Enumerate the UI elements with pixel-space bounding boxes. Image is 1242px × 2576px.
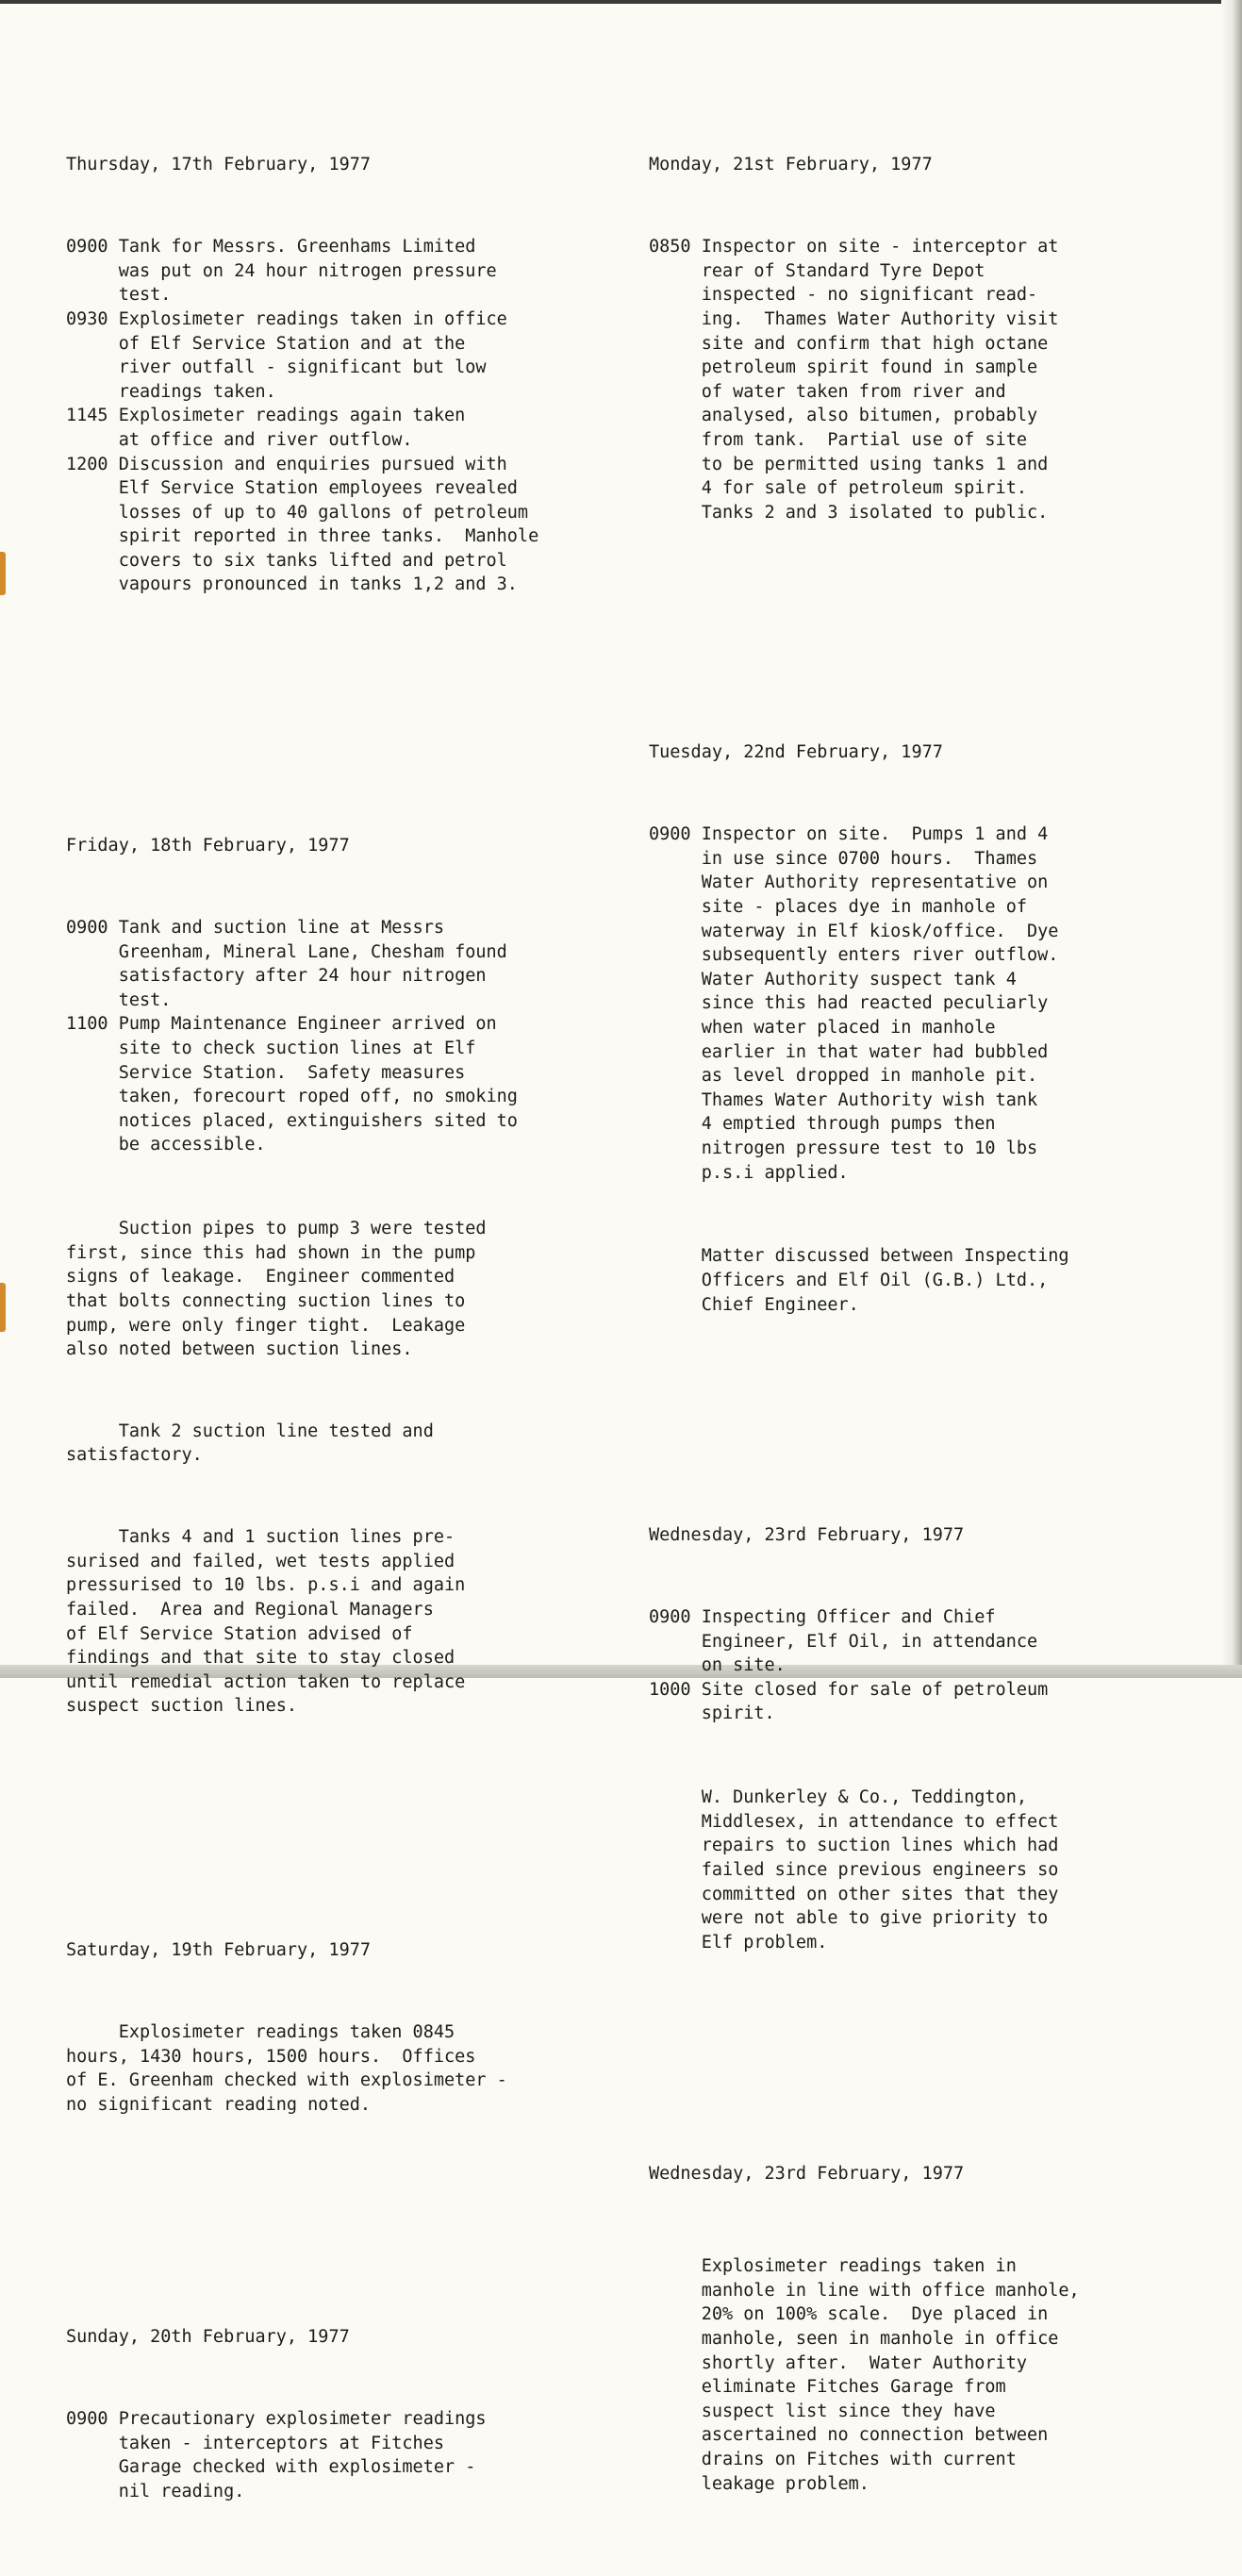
- page-right-edge: [1221, 0, 1242, 1678]
- log-section: [66, 1890, 622, 2166]
- log-entries: 0850 Inspector on site - interceptor at rear of Standard Tyre Depot inspected - no significant read- ing. Thames Water Authority visit site and confirm that high octane petroleum spirit found in sample of water taken from river and analysed, also bitumen, probably from tank. Partial use of site to be permitted using tanks 1 and 4 for sale of petroleum spirit. Tanks 2 and 3 isolated to public.: [649, 237, 1059, 523]
- date-heading: Tuesday, 22nd February, 1977: [649, 742, 943, 763]
- date-heading: Monday, 21st February, 1977: [649, 155, 933, 175]
- log-paragraph: Tank 2 suction line tested and satisfactory.: [66, 1421, 434, 1466]
- log-section: [66, 786, 622, 1767]
- log-entries: 0900 Tank for Messrs. Greenhams Limited was put on 24 hour nitrogen pressure test. 0930 Explosimeter readings taken in office of Elf Service Station and at the river outfall - significant but low readings taken. 1145 Explosimeter readings again taken at office and river outflow. 1200 Discussion and enquiries pursued with Elf Service Station employees revealed losses of up to 40 gallons of petroleum spirit reported in three tanks. Manhole covers to six tanks lifted and petrol vapours pronounced in tanks 1,2 and 3.: [66, 237, 539, 595]
- right-column: [649, 57, 1177, 2568]
- binder-hole-mark: [0, 552, 6, 595]
- date-heading: Sunday, 20th February, 1977: [66, 2327, 350, 2348]
- page-top-edge: [0, 0, 1242, 4]
- date-heading: Friday, 18th February, 1977: [66, 836, 350, 856]
- log-entries: 0900 Precautionary explosimeter readings taken - interceptors at Fitches Garage checked with explosimeter - nil reading.: [66, 2409, 487, 2502]
- log-section: [649, 2113, 1177, 2544]
- log-entries: 0900 Inspecting Officer and Chief Engineer, Elf Oil, in attendance on site. 1000 Site closed for sale of petroleum spirit.: [649, 1607, 1049, 1724]
- binder-hole-mark: [0, 1283, 6, 1332]
- log-section: [66, 105, 622, 645]
- log-entries: Explosimeter readings taken 0845 hours, 1430 hours, 1500 hours. Offices of E. Greenham checked with explosimeter - no significant reading noted.: [66, 2021, 507, 2115]
- log-paragraph: Matter discussed between Inspecting Officers and Elf Oil (G.B.) Ltd., Chief Engineer.: [701, 1246, 1069, 1315]
- log-entries: 0900 Inspector on site. Pumps 1 and 4 in use since 0700 hours. Thames Water Authority representative on site - places dye in manhole of waterway in Elf kiosk/office. Dye subsequently enters river outflow. Water Authority suspect tank 4 since this had reacted peculiarly when water placed in manhole earlier in that water had bubbled as level dropped in manhole pit. Thames Water Authority wish tank 4 emptied through pumps then nitrogen pressure test to 10 lbs p.s.i applied.: [649, 824, 1059, 1183]
- left-column: [66, 57, 622, 2576]
- log-section: [66, 2277, 622, 2552]
- log-entries: 0900 Tank and suction line at Messrs Greenham, Mineral Lane, Chesham found satisfactory after 24 hour nitrogen test. 1100 Pump Maintenance Engineer arrived on site to check suction lines at Elf Service Station. Safety measures taken, forecourt roped off, no smoking notices placed, extinguishers sited to be accessible.: [66, 918, 518, 1155]
- log-entries: Explosimeter readings taken in manhole in line with office manhole, 20% on 100% scale. Dye placed in manhole, seen in manhole in office shortly after. Water Authority eliminate Fitches Garage from suspect list since they have ascertained no connection between drains on Fitches with current leakage problem.: [701, 2256, 1080, 2494]
- log-section: [649, 692, 1177, 1365]
- log-paragraph: Suction pipes to pump 3 were tested first, since this had shown in the pump signs of leakage. Engineer commented that bolts connecting suction lines to pump, were only finger tight. Leakage also noted between suction lines.: [66, 1219, 487, 1360]
- date-heading: Saturday, 19th February, 1977: [66, 1940, 372, 1961]
- date-heading: Wednesday, 23rd February, 1977: [649, 1525, 965, 1546]
- log-section: [649, 105, 1177, 573]
- log-paragraph: Tanks 4 and 1 suction lines pre- surised and failed, wet tests applied pressurised to 10 lbs. p.s.i and again failed. Area and Regional Managers of Elf Service Station advised of findings and that site to stay closed until remedial action taken to replace suspect suction lines.: [66, 1527, 466, 1717]
- log-paragraph: W. Dunkerley & Co., Teddington, Middlesex, in attendance to effect repairs to suction lines which had failed since previous engineers so committed on other sites that they were not able to give priority to Elf problem.: [701, 1787, 1059, 1953]
- log-section: [649, 1475, 1177, 2003]
- date-heading: Wednesday, 23rd February, 1977: [649, 2163, 965, 2184]
- date-heading: Thursday, 17th February, 1977: [66, 155, 372, 175]
